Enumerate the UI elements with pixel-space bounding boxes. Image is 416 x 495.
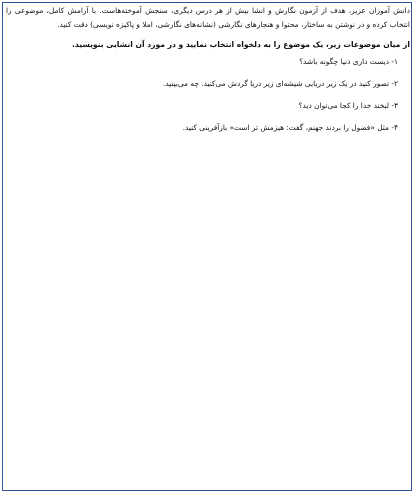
intro-paragraph: دانش آموزان عزیز، هدف از آزمون نگارش و انشا بیش از هر درس دیگری، سنجش آموخته‌هاست. با آرامش کامل، موضوعی را انتخاب کرده و در نوشتن به ساختار، محتوا و هنجارهای نگارشی (نشانه‌های نگارشی، املا و پاکیزه نویسی) دقت کنید. bbox=[6, 6, 410, 29]
topic-item: ۴- مثل «فضول را بردند جهنم، گفت: هیزمش تر است» بازآفرینی کنید. bbox=[182, 123, 398, 132]
document-body bbox=[6, 4, 410, 144]
topic-item: ۳- لبخند خدا را کجا می‌توان دید؟ bbox=[298, 101, 398, 110]
topic-list bbox=[6, 56, 410, 134]
instruction-heading: از میان موضوعات زیر، یک موضوع را به دلخواه انتخاب نمایید و در مورد آن انشایی بنویسید. bbox=[71, 40, 410, 49]
topic-item: ۱- دیست داری دنیا چگونه باشد؟ bbox=[299, 57, 398, 66]
topic-item: ۲- تصور کنید در یک زیر دریایی شیشه‌ای زیر دریا گردش می‌کنید. چه می‌بینید. bbox=[162, 79, 398, 88]
